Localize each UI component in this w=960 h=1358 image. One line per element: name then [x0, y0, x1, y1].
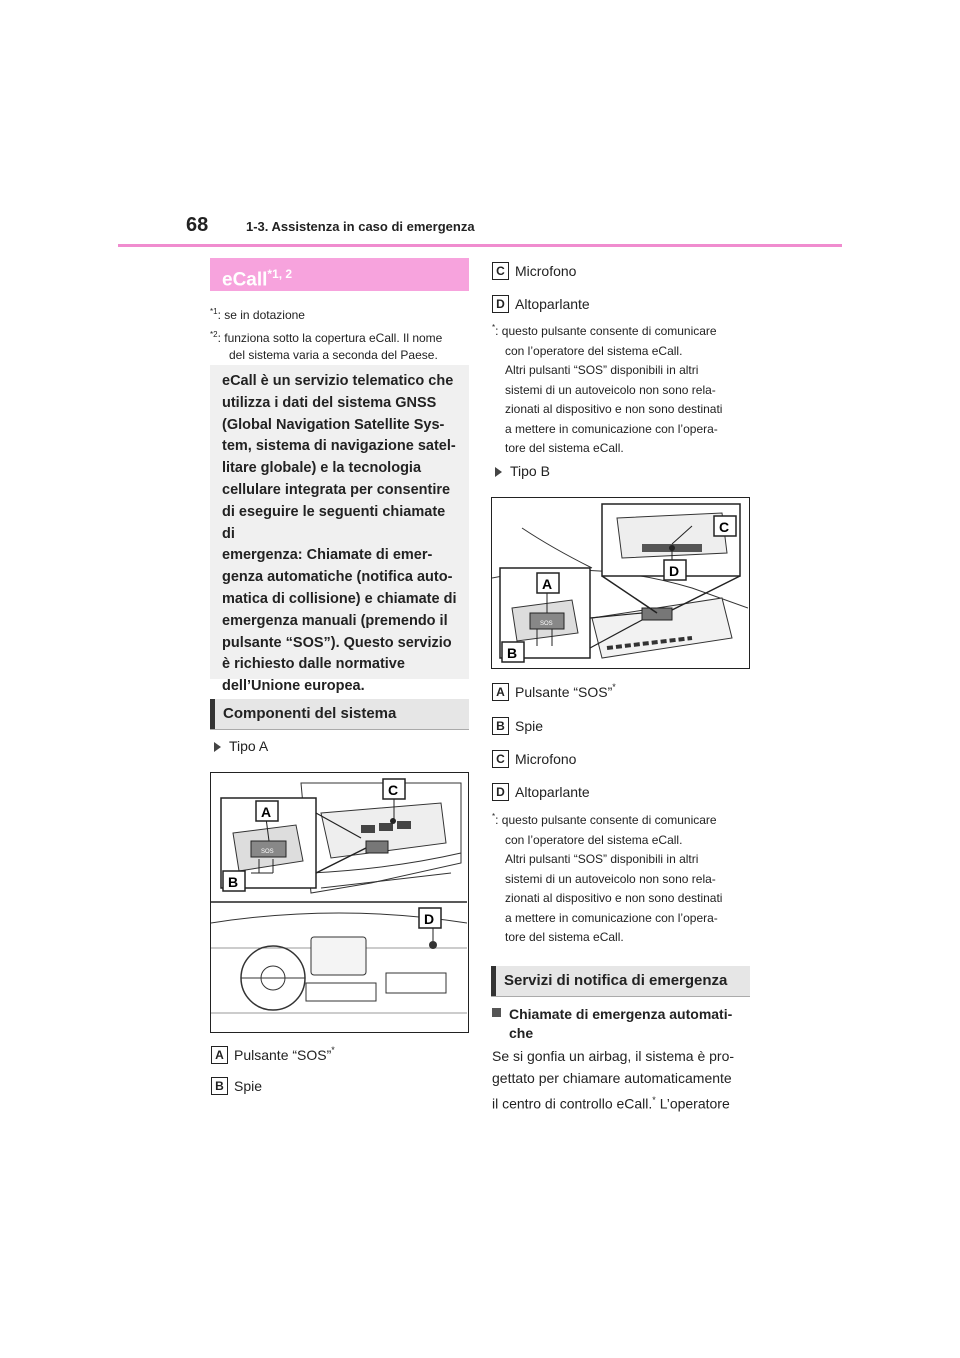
auto-call-subheading: Chiamate di emergenza automati- che	[492, 1005, 752, 1043]
footnote-1: $^{*1}$: se in dotazione	[210, 307, 305, 322]
ecall-intro-text	[222, 371, 457, 698]
auto-call-body: Se si gonfia un airbag, il sistema è pro- gettato per chiamare automaticamente il centro di controllo eCall.* L’operatore	[492, 1048, 735, 1112]
intro-line: di eseguire le seguenti chiamate di	[222, 503, 446, 542]
intro-line: eCall è un servizio telematico che	[222, 373, 454, 389]
callout-d: D	[424, 911, 435, 927]
text-line: zionati al dispositivo e non sono destinati	[505, 402, 723, 416]
callout-a-b: A	[542, 576, 553, 592]
notification-heading: Servizi di notifica di emergenza	[491, 966, 750, 996]
callout-a: A	[261, 804, 272, 820]
callout-b: B	[228, 874, 239, 890]
text-line: Altri pulsanti “SOS” disponibili in altri	[505, 363, 699, 377]
footnote-2: $^{*2}$: funziona sotto la copertura eCall. Il nome	[210, 330, 443, 345]
ecall-title: eCall	[222, 269, 268, 291]
type-b-sos-text: SOS	[540, 621, 553, 627]
type-a-item-d: D Altoparlante	[492, 295, 590, 313]
triangle-bullet-icon	[214, 742, 221, 752]
text-line: con l’operatore del sistema eCall.	[505, 832, 683, 847]
type-a-label: Tipo A	[214, 738, 268, 754]
intro-line: è richiesto dalle normative	[222, 656, 405, 673]
text-line: a mettere in comunicazione con l’opera-	[505, 421, 718, 436]
text-line: *: questo pulsante consente di comunicare	[492, 323, 717, 338]
type-a-note-lines	[492, 318, 752, 459]
intro-line: emergenza: Chiamate di emer-	[222, 547, 433, 564]
type-b-label: Tipo B	[495, 463, 550, 479]
callout-c-b: C	[719, 519, 730, 535]
text-line: *: questo pulsante consente di comunicare	[492, 812, 717, 827]
ecall-heading	[210, 258, 469, 291]
text-line: zionati al dispositivo e non sono destinati	[505, 891, 723, 905]
type-b-illustration	[492, 498, 748, 667]
page-number: 68	[186, 214, 209, 236]
intro-line: tem, sistema di navigazione satel-	[222, 438, 456, 455]
header-rule	[118, 244, 842, 247]
triangle-bullet-icon	[495, 467, 502, 477]
type-b-note-lines	[492, 807, 752, 948]
text-line: sistemi di un autoveicolo non sono rela-	[505, 382, 716, 397]
section-title: 1-3. Assistenza in caso di emergenza	[246, 219, 475, 234]
ecall-title-sup: *1, 2	[267, 267, 293, 281]
type-b-item-c: C Microfono	[492, 750, 576, 768]
type-b-item-b: B Spie	[492, 717, 543, 735]
text-line: Altri pulsanti “SOS” disponibili in altri	[505, 852, 699, 866]
callout-b-b: B	[507, 645, 518, 661]
intro-line: dell’Unione europea.	[222, 678, 365, 695]
text-line: tore del sistema eCall.	[505, 441, 624, 455]
components-heading: Componenti del sistema	[210, 699, 469, 729]
text-line: con l’operatore del sistema eCall.	[505, 343, 683, 358]
type-a-item-b: B Spie	[211, 1077, 262, 1095]
intro-line: emergenza manuali (premendo il	[222, 612, 448, 629]
type-a-item-c: C Microfono	[492, 262, 576, 280]
intro-line: pulsante “SOS”). Questo servizio	[222, 634, 452, 651]
type-a-illustration	[211, 773, 467, 1031]
type-b-item-a: A Pulsante “SOS”*	[492, 682, 616, 701]
intro-line: matica di collisione) e chiamate di	[222, 590, 457, 607]
callout-d-b: D	[669, 563, 680, 579]
type-b-item-d: D Altoparlante	[492, 783, 590, 801]
type-b-note	[492, 807, 752, 948]
intro-line: litare globale) e la tecnologia	[222, 460, 422, 477]
intro-line: cellulare integrata per consentire	[222, 481, 451, 498]
type-a-note	[492, 318, 752, 459]
type-a-sos-text: SOS	[261, 849, 274, 855]
text-line: tore del sistema eCall.	[505, 930, 624, 944]
type-a-item-a: A Pulsante “SOS”*	[211, 1045, 335, 1064]
text-line: a mettere in comunicazione con l’opera-	[505, 910, 718, 925]
ecall-intro-box	[210, 365, 469, 695]
intro-line: utilizza i dati del sistema GNSS	[222, 394, 437, 411]
square-bullet-icon	[492, 1008, 501, 1017]
footnote-2-cont: del sistema varia a seconda del Paese.	[229, 348, 438, 362]
type-a-figure	[210, 772, 469, 1033]
intro-line: genza automatiche (notifica auto-	[222, 569, 453, 586]
callout-c: C	[388, 782, 399, 798]
intro-line: (Global Navigation Satellite Sys-	[222, 416, 445, 433]
type-b-figure	[491, 497, 750, 669]
text-line: sistemi di un autoveicolo non sono rela-	[505, 871, 716, 886]
